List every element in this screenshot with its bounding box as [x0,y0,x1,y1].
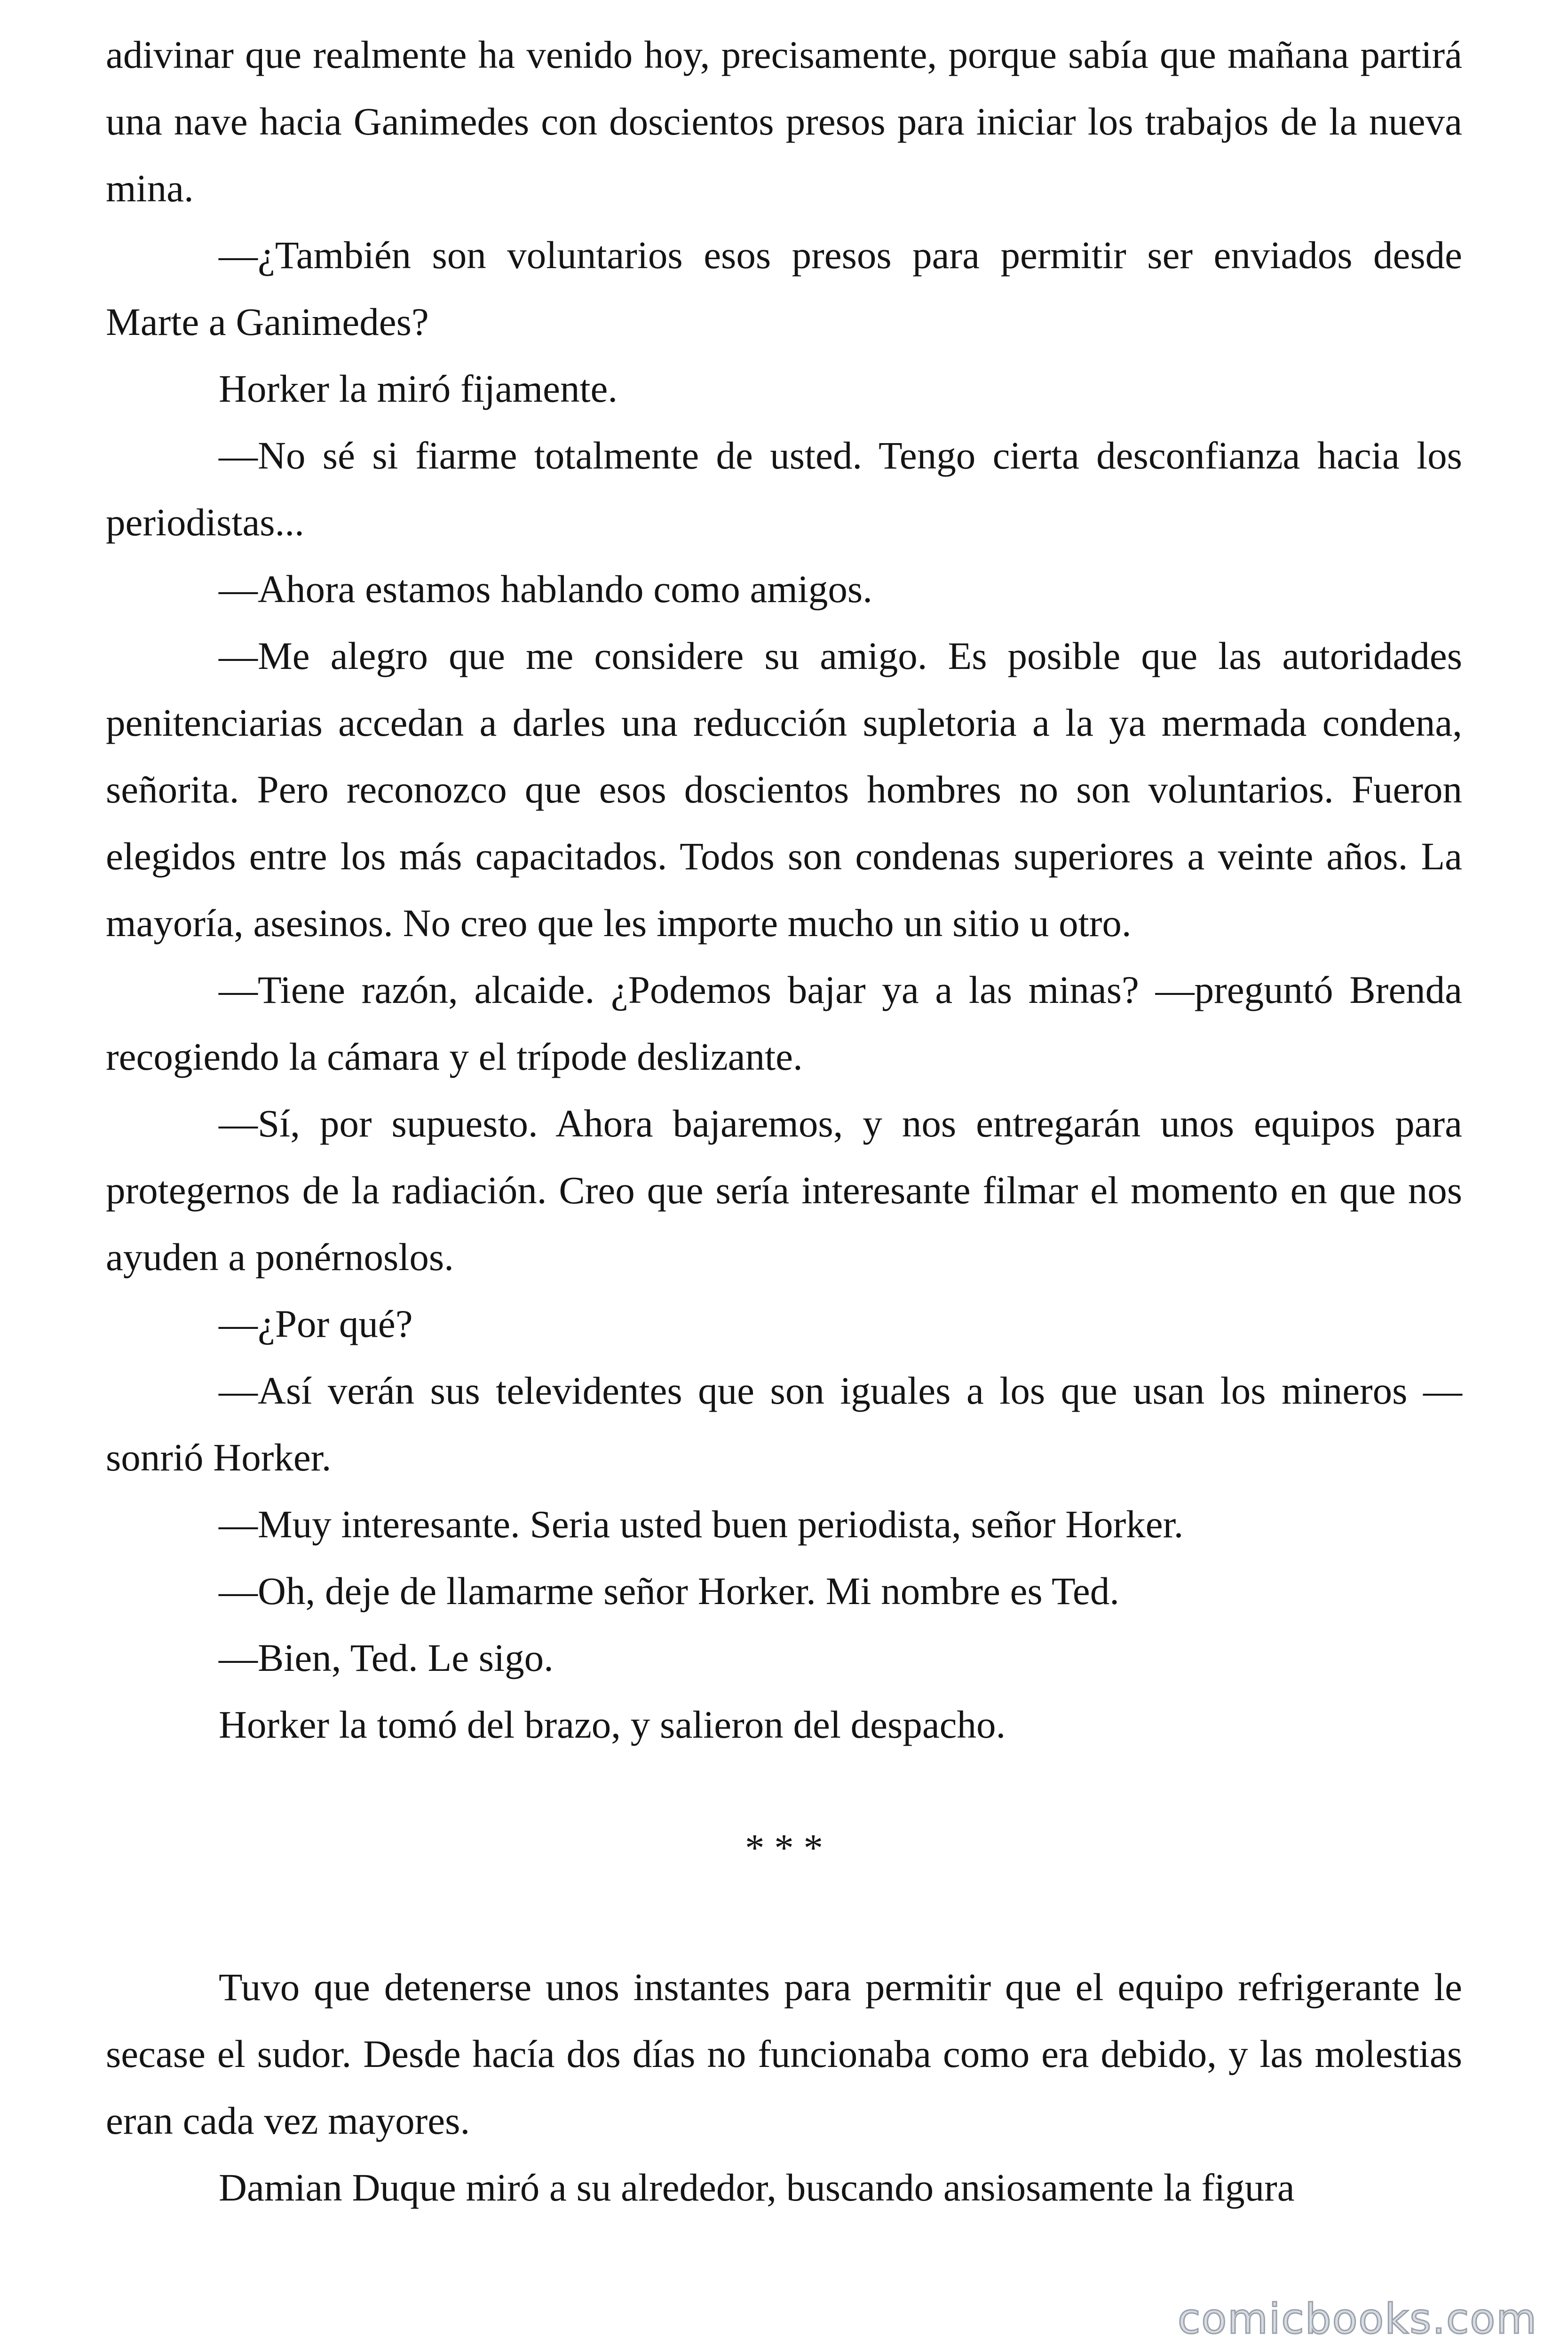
paragraph: Horker la tomó del brazo, y salieron del despacho. [219,1703,1006,1746]
paragraph: —¿También son voluntarios esos presos para permitir ser enviados desde Marte a Ganimedes? [106,233,1462,343]
watermark-logo [1145,2290,1540,2346]
page-text [106,21,1462,2221]
paragraph: Horker la miró fijamente. [219,367,618,410]
paragraph: —Me alegro que me considere su amigo. Es posible que las autoridades penitenciarias accedan a darles una reducción supletoria a la ya mermada condena, señorita. Pero reconozco que esos doscientos hombres no son voluntarios. Fueron elegidos entre los más capacitados. Todos son condenas superiores a veinte años. La mayoría, asesinos. No creo que les importe mucho un sitio u otro. [106,634,1462,945]
paragraph: Damian Duque miró a su alrededor, buscando ansiosamente la figura [219,2166,1295,2209]
paragraph: —No sé si fiarme totalmente de usted. Tengo cierta desconfianza hacia los periodistas... [106,434,1462,544]
paragraph: Tuvo que detenerse unos instantes para permitir que el equipo refrigerante le secase el sudor. Desde hacía dos días no funcionaba como era debido, y las molestias eran cada vez mayores. [106,1965,1462,2142]
paragraph: adivinar que realmente ha venido hoy, precisamente, porque sabía que mañana partirá una nave hacia Ganimedes con doscientos presos para iniciar los trabajos de la nueva mina. [106,33,1462,210]
paragraph: —Oh, deje de llamarme señor Horker. Mi nombre es Ted. [219,1569,1119,1613]
paragraphs-after-break [106,1954,1462,2221]
watermark-text: comicbooks.com [1177,2295,1537,2343]
paragraph: —Bien, Ted. Le sigo. [219,1636,554,1679]
paragraphs-before-break [106,21,1462,1758]
scene-break: * * * [745,1826,823,1869]
paragraph: —Sí, por supuesto. Ahora bajaremos, y nos entregarán unos equipos para protegernos de la radiación. Creo que sería interesante filmar el momento en que nos ayuden a ponérnoslos. [106,1102,1462,1279]
paragraph: —¿Por qué? [219,1302,413,1345]
paragraph: —Ahora estamos hablando como amigos. [219,567,872,611]
paragraph: —Así verán sus televidentes que son iguales a los que usan los mineros —sonrió Horker. [106,1369,1462,1479]
paragraph: —Muy interesante. Seria usted buen periodista, señor Horker. [219,1502,1184,1546]
paragraph: —Tiene razón, alcaide. ¿Podemos bajar ya a las minas? —preguntó Brenda recogiendo la cámara y el trípode deslizante. [106,968,1462,1078]
